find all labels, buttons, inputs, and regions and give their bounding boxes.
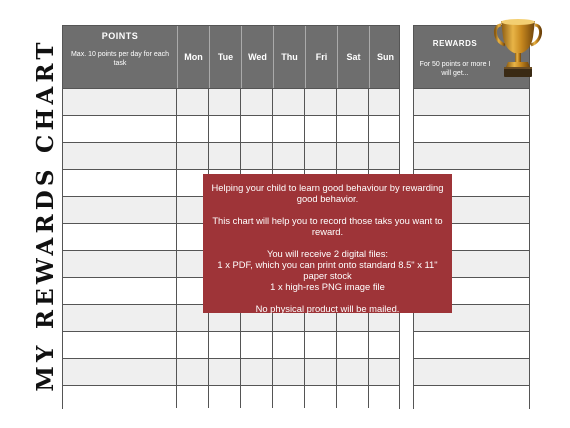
info-line-4: 1 x PDF, which you can print onto standard 8.5" x 11" paper stock	[217, 259, 438, 281]
day-header-sat: Sat	[337, 26, 369, 88]
points-row	[63, 88, 399, 115]
day-header-thu: Thu	[273, 26, 305, 88]
points-header-title: POINTS	[101, 31, 139, 41]
rewards-row	[414, 142, 529, 169]
day-header-tue: Tue	[209, 26, 241, 88]
points-row	[63, 142, 399, 169]
info-line-2: This chart will help you to record those taks you want to reward.	[212, 215, 443, 237]
day-header-fri: Fri	[305, 26, 337, 88]
chart-title: MY REWARDS CHART	[32, 38, 59, 392]
grid-column-line	[176, 88, 177, 408]
rewards-header-subtitle: For 50 points or more I will get...	[419, 61, 491, 77]
day-header-mon: Mon	[177, 26, 209, 88]
points-row	[63, 115, 399, 142]
info-line-5: 1 x high-res PNG image file	[270, 281, 385, 292]
rewards-row	[414, 331, 529, 358]
info-line-6: No physical product will be mailed.	[255, 303, 400, 314]
rewards-row	[414, 385, 529, 412]
chart-title-container	[34, 28, 58, 402]
day-header-sun: Sun	[369, 26, 401, 88]
day-header-wed: Wed	[241, 26, 273, 88]
points-row	[63, 385, 399, 412]
points-header-subtitle: Max. 10 points per day for each task	[70, 51, 170, 67]
points-grid-header	[63, 26, 399, 88]
points-row	[63, 358, 399, 385]
trophy-icon	[491, 17, 545, 81]
rewards-row	[414, 115, 529, 142]
info-line-3: You will receive 2 digital files:	[266, 248, 389, 259]
rewards-header-title: REWARDS	[432, 39, 478, 48]
points-row	[63, 331, 399, 358]
rewards-row	[414, 88, 529, 115]
rewards-row	[414, 358, 529, 385]
info-box	[203, 174, 452, 313]
points-header-cell	[63, 26, 177, 88]
info-line-1: Helping your child to learn good behaviour by rewarding good behavior.	[211, 182, 444, 204]
